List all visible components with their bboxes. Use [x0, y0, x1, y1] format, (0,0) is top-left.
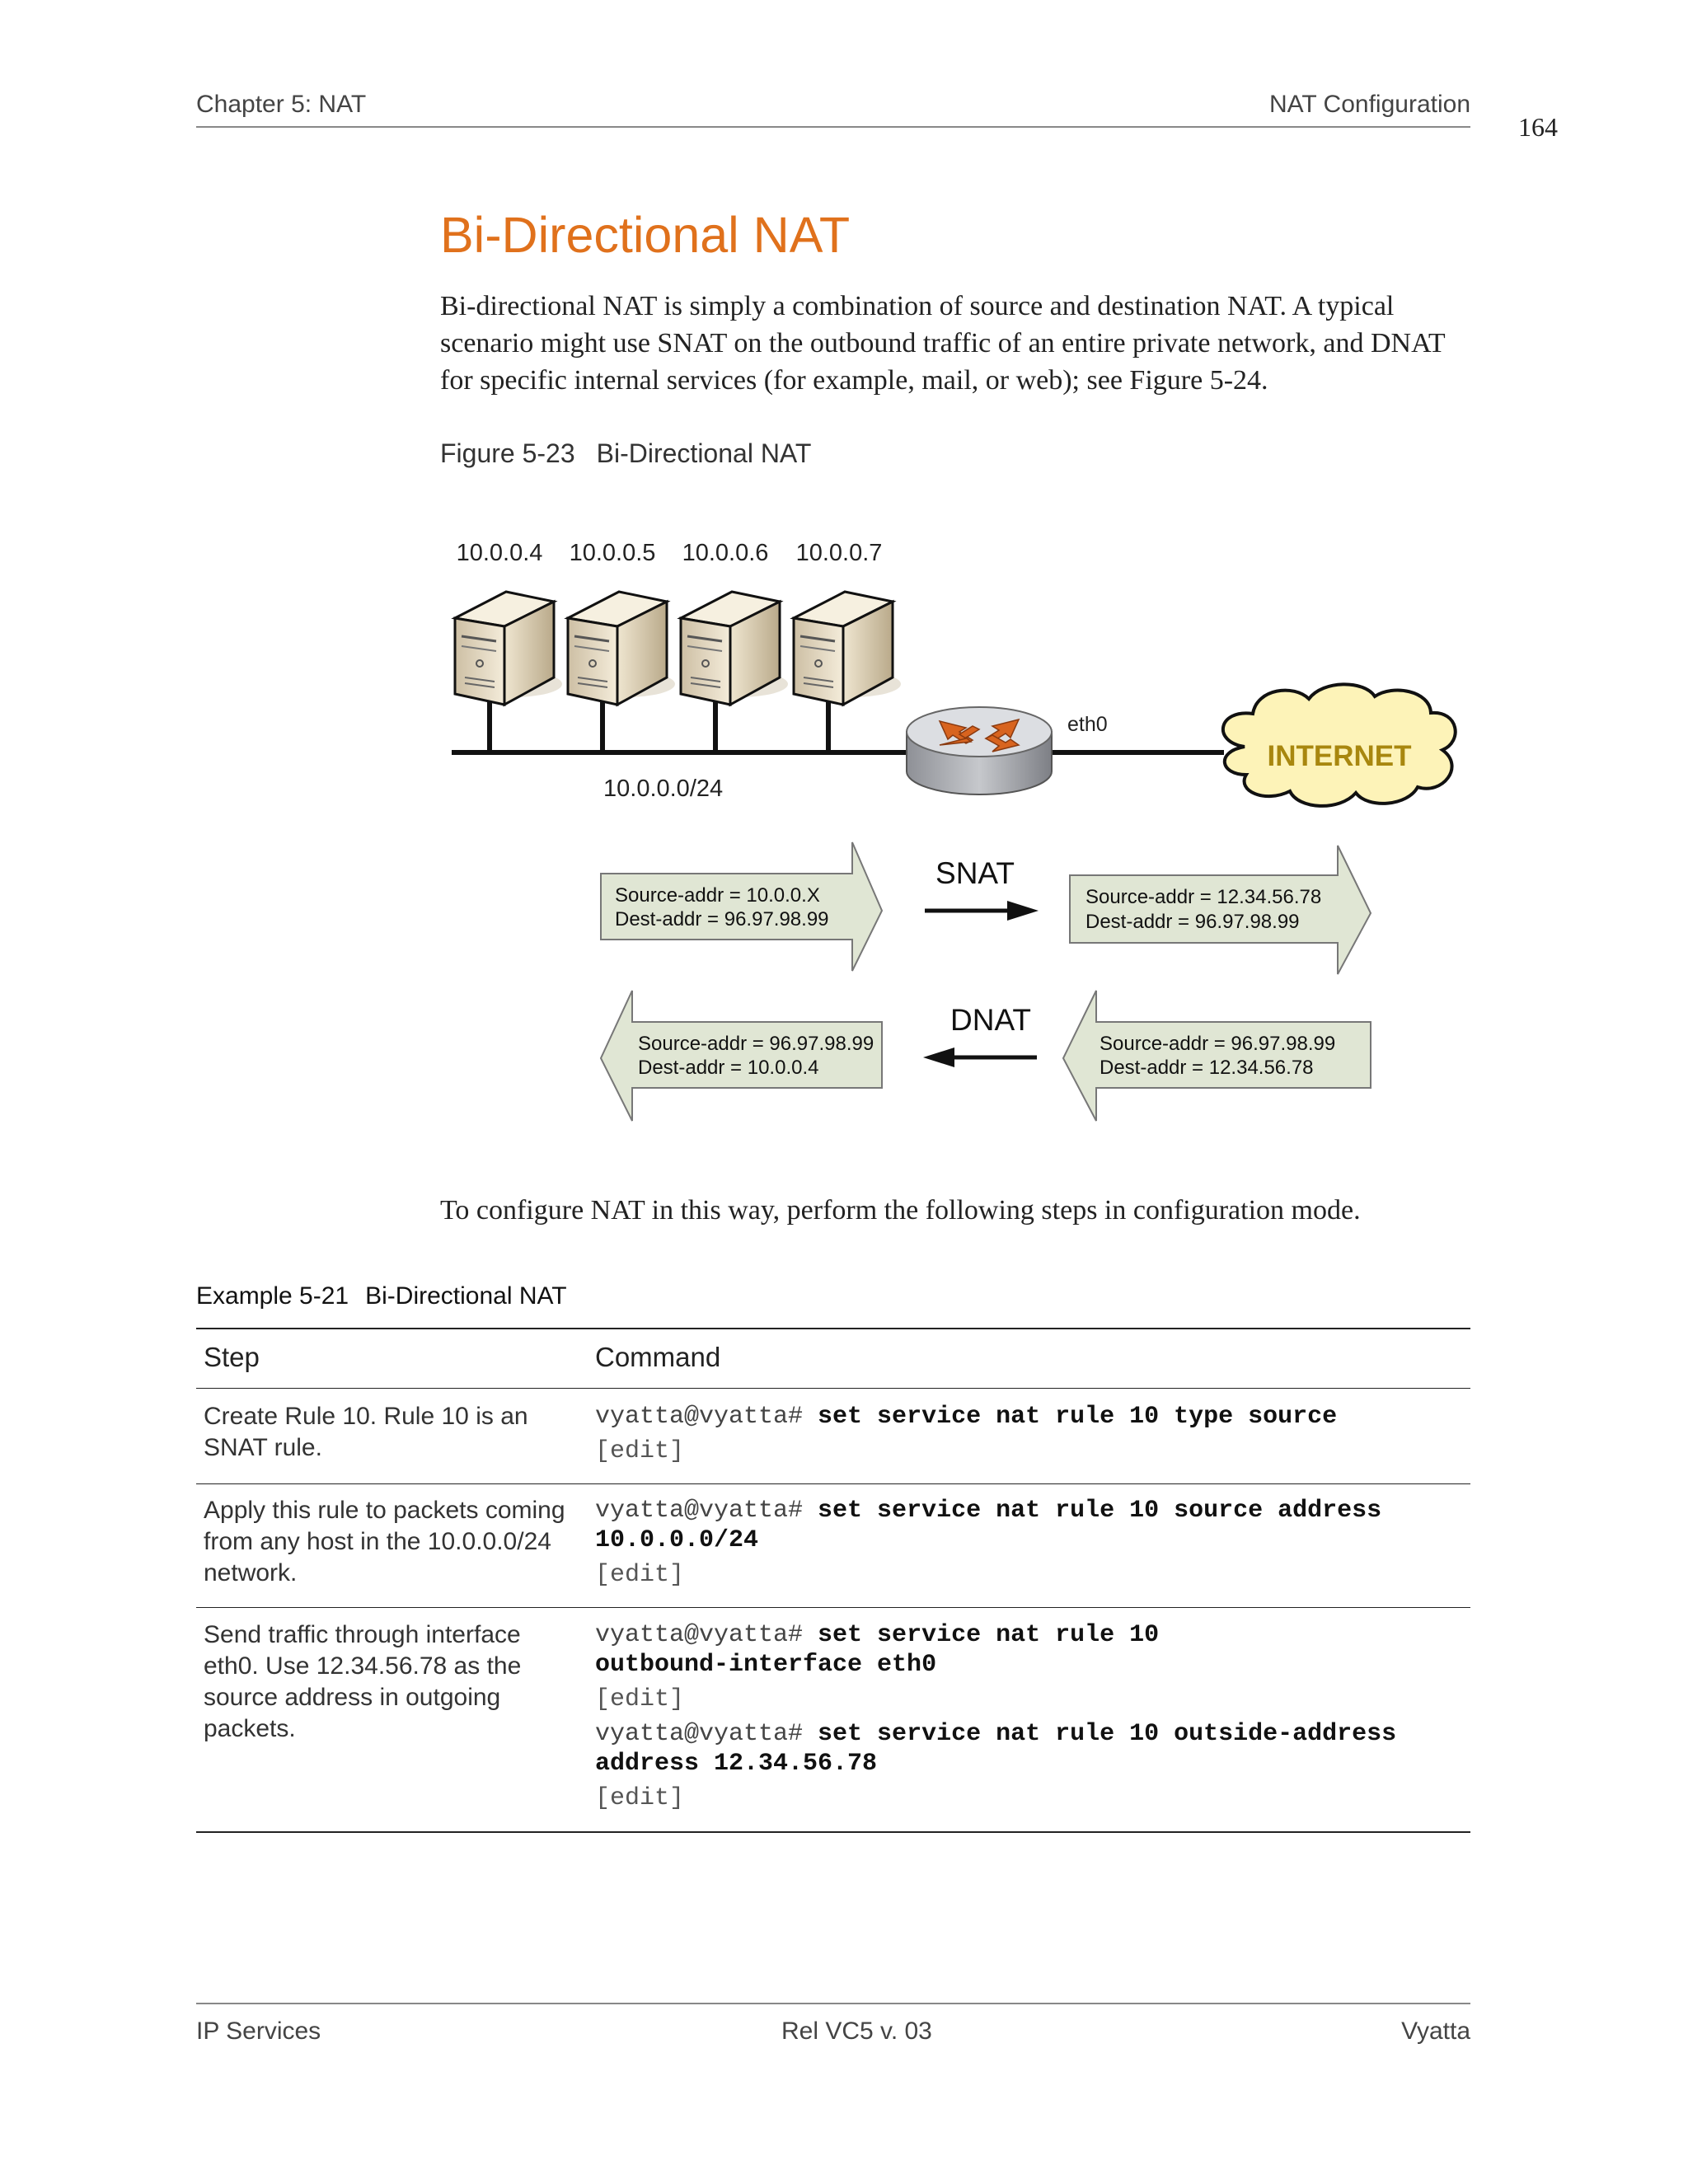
step-1-line-1: Create Rule 10. Rule 10 is an: [204, 1403, 528, 1430]
section-title: Bi-Directional NAT: [440, 207, 851, 263]
router-icon: [907, 707, 1052, 794]
server-icon-1: [455, 592, 562, 705]
config-paragraph: To configure NAT in this way, perform the following steps in configuration mode.: [440, 1195, 1361, 1226]
interface-label: eth0: [1067, 713, 1108, 736]
internet-label: INTERNET: [1267, 740, 1412, 772]
figure-caption-number: Figure 5-23: [440, 438, 575, 468]
server-icon-2: [568, 592, 675, 705]
footer-center: Rel VC5 v. 03: [781, 2018, 932, 2045]
snat-label: SNAT: [935, 856, 1015, 890]
table-header-step: Step: [204, 1342, 260, 1372]
page-number: 164: [1518, 112, 1558, 142]
dnat-out-arrow: [601, 991, 882, 1121]
step-3-line-4: packets.: [204, 1715, 296, 1742]
table-top-rule: [196, 1328, 1470, 1329]
example-caption-number: Example 5-21: [196, 1282, 349, 1310]
table-bottom-rule: [196, 1831, 1470, 1833]
command-4-text: set service nat rule 10 outside-address: [818, 1720, 1397, 1748]
dnat-in-dest: Dest-addr = 12.34.56.78: [1100, 1057, 1314, 1079]
dnat-out-dest: Dest-addr = 10.0.0.4: [638, 1057, 819, 1079]
lan-bus: [452, 702, 1224, 752]
example-caption: [196, 1282, 567, 1310]
subnet-label: 10.0.0.0/24: [603, 776, 724, 802]
dnat-in-source: Source-addr = 96.97.98.99: [1100, 1033, 1336, 1055]
command-4-edit: [edit]: [595, 1784, 685, 1812]
command-3-text: set service nat rule 10: [818, 1621, 1160, 1649]
dnat-out-source: Source-addr = 96.97.98.99: [638, 1033, 874, 1055]
table-row: [204, 1401, 583, 1464]
running-header-chapter: Chapter 5: NAT: [196, 91, 367, 118]
host-label-1: 10.0.0.4: [456, 540, 543, 566]
table-header-rule: [196, 1388, 1470, 1389]
snat-in-dest: Dest-addr = 96.97.98.99: [615, 908, 829, 930]
step-3-line-1: Send traffic through interface: [204, 1621, 521, 1648]
snat-out-source: Source-addr = 12.34.56.78: [1085, 886, 1322, 908]
snat-in-arrow: [601, 842, 882, 971]
command-1: [595, 1402, 1337, 1466]
command-4-text-cont: address 12.34.56.78: [595, 1750, 878, 1778]
example-caption-title: Bi-Directional NAT: [365, 1282, 567, 1310]
command-2-text-cont: 10.0.0.0/24: [595, 1526, 759, 1554]
snat-out-arrow: [1070, 846, 1371, 974]
command-3-text-cont: outbound-interface eth0: [595, 1651, 937, 1679]
command-2: [595, 1496, 1381, 1590]
command-2-edit: [edit]: [595, 1561, 685, 1589]
row-rule-1: [196, 1483, 1470, 1484]
step-3-line-2: eth0. Use 12.34.56.78 as the: [204, 1652, 522, 1680]
command-1-text: set service nat rule 10 type source: [818, 1403, 1338, 1431]
dnat-in-arrow: [1063, 991, 1371, 1121]
host-label-3: 10.0.0.6: [682, 540, 769, 566]
intro-line-3: for specific internal services (for example, mail, or web); see Figure 5-24.: [440, 365, 1268, 396]
command-1-edit: [edit]: [595, 1437, 685, 1465]
step-1-line-2: SNAT rule.: [204, 1434, 322, 1461]
step-2-line-1: Apply this rule to packets coming: [204, 1497, 565, 1524]
command-3-edit: [edit]: [595, 1685, 685, 1713]
command-4-prompt: vyatta@vyatta#: [595, 1720, 818, 1748]
footer-rule: [196, 2003, 1470, 2004]
command-2-prompt: vyatta@vyatta#: [595, 1497, 818, 1525]
table-row: [204, 1619, 583, 1745]
command-1-prompt: vyatta@vyatta#: [595, 1403, 818, 1431]
intro-line-1: Bi-directional NAT is simply a combination of source and destination NAT. A typical: [440, 291, 1395, 321]
step-2-line-2: from any host in the 10.0.0.0/24: [204, 1528, 551, 1555]
host-label-2: 10.0.0.5: [569, 540, 656, 566]
figure-caption-title: Bi-Directional NAT: [596, 438, 812, 468]
step-3-line-3: source address in outgoing: [204, 1684, 501, 1711]
step-2-line-3: network.: [204, 1559, 298, 1586]
footer-left: IP Services: [196, 2018, 321, 2045]
snat-direction-arrow: [925, 901, 1039, 921]
host-label-4: 10.0.0.7: [795, 540, 883, 566]
command-3-prompt: vyatta@vyatta#: [595, 1621, 818, 1649]
footer-right: Vyatta: [1401, 2018, 1470, 2045]
snat-out-dest: Dest-addr = 96.97.98.99: [1085, 911, 1300, 933]
row-rule-2: [196, 1607, 1470, 1608]
table-header-command: Command: [595, 1342, 721, 1372]
running-header-section: NAT Configuration: [1268, 91, 1470, 118]
table-row: [204, 1495, 591, 1589]
dnat-label: DNAT: [950, 1003, 1031, 1037]
command-3: [595, 1620, 1396, 1813]
intro-line-2: scenario might use SNAT on the outbound traffic of an entire private network, and DNAT: [440, 328, 1446, 359]
snat-in-source: Source-addr = 10.0.0.X: [615, 884, 820, 907]
server-icon-4: [794, 592, 901, 705]
server-icon-3: [681, 592, 788, 705]
dnat-direction-arrow: [923, 1047, 1037, 1067]
command-2-text: set service nat rule 10 source address: [818, 1497, 1382, 1525]
